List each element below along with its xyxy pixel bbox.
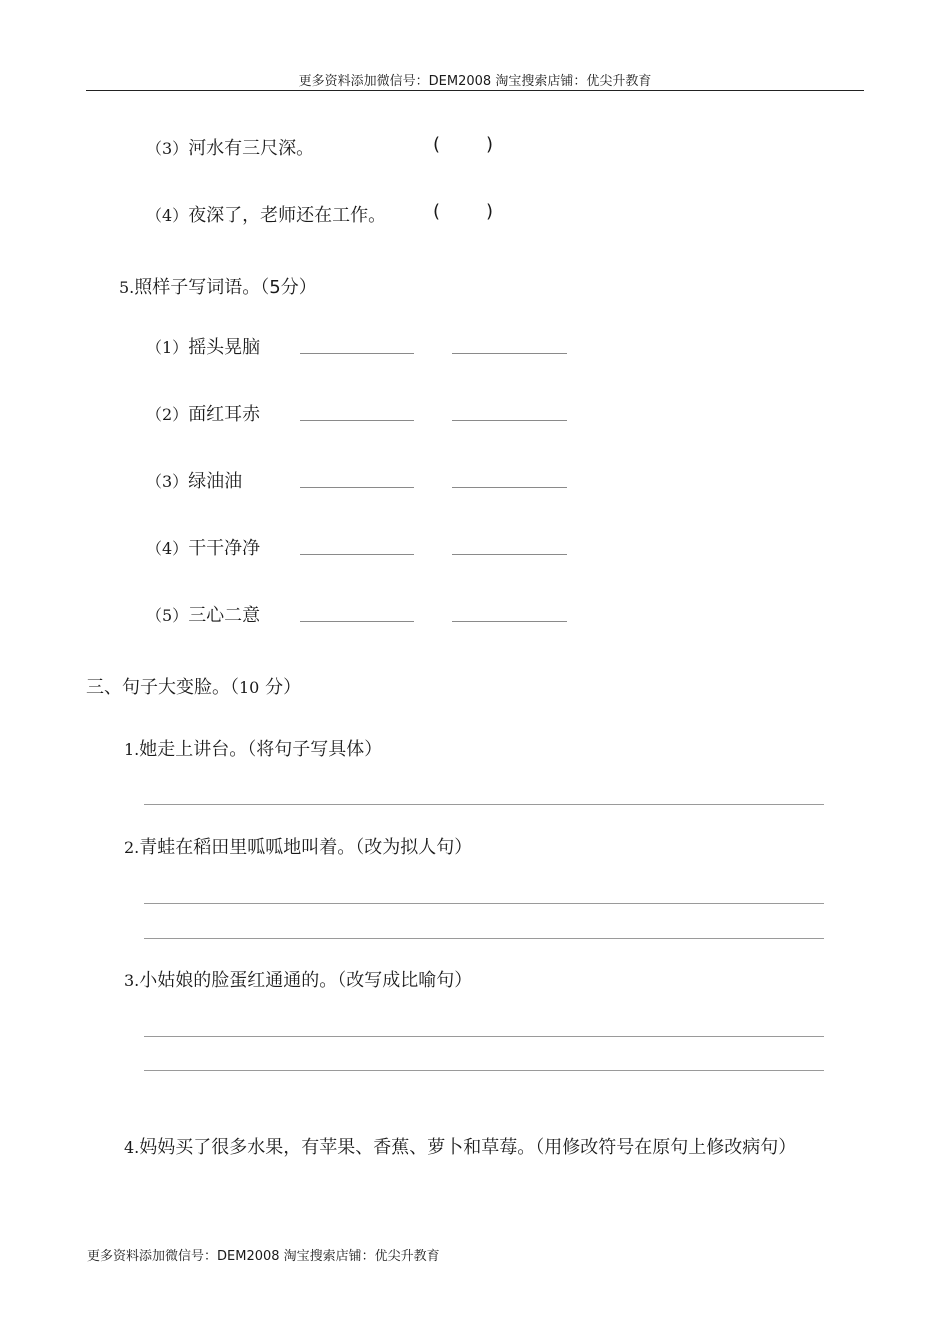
item-number: （4） — [146, 539, 189, 558]
question-number: 1. — [124, 740, 140, 759]
question-text: 小姑娘的脸蛋红通通的。（改写成比喻句） — [139, 970, 473, 991]
page-footer: 更多资料添加微信号：DEM2008 淘宝搜索店铺：优尖升教育 — [87, 1249, 440, 1264]
item-word: 三心二意 — [188, 605, 261, 626]
answer-line[interactable] — [144, 903, 824, 904]
item-number: （5） — [146, 606, 189, 625]
q5-item-1 — [146, 333, 260, 359]
answer-blank[interactable] — [300, 554, 414, 555]
answer-blank[interactable] — [452, 420, 567, 421]
answer-line[interactable] — [144, 938, 824, 939]
item-number: （2） — [146, 405, 189, 424]
question-text: 青蛙在稻田里呱呱地叫着。（改为拟人句） — [139, 837, 473, 858]
q5-item-3 — [146, 467, 242, 493]
question-number: 2. — [124, 838, 140, 857]
question-number: 3. — [124, 971, 140, 990]
q5-heading — [119, 273, 317, 299]
score-open: （ — [230, 677, 239, 698]
item-number: （3） — [146, 139, 189, 158]
answer-parentheses[interactable]: ( ) — [433, 201, 493, 222]
answer-blank[interactable] — [300, 420, 414, 421]
question-text: 妈妈买了很多水果，有苹果、香蕉、萝卜和草莓。（用修改符号在原句上修改病句） — [139, 1137, 797, 1158]
q5-item-2 — [146, 400, 260, 426]
answer-blank[interactable] — [452, 487, 567, 488]
section-3-heading — [86, 673, 301, 699]
item-word: 面红耳赤 — [188, 404, 261, 425]
item-word: 摇头晃脑 — [188, 337, 261, 358]
item-word: 干干净净 — [188, 538, 261, 559]
s3-question-4 — [124, 1133, 796, 1159]
page-header: 更多资料添加微信号：DEM2008 淘宝搜索店铺：优尖升教育 — [298, 74, 652, 89]
answer-blank[interactable] — [452, 554, 567, 555]
score-number: 10 — [239, 678, 260, 697]
score-close: 分） — [259, 677, 302, 698]
item-word: 绿油油 — [188, 471, 243, 492]
header-divider — [86, 90, 864, 91]
answer-blank[interactable] — [452, 621, 567, 622]
answer-blank[interactable] — [300, 487, 414, 488]
answer-line[interactable] — [144, 1036, 824, 1037]
question-text: 她走上讲台。（将句子写具体） — [139, 739, 383, 760]
answer-line[interactable] — [144, 804, 824, 805]
q5-item-5 — [146, 601, 260, 627]
question-number: 5. — [119, 278, 135, 297]
question-number: 4. — [124, 1138, 140, 1157]
s3-question-2 — [124, 833, 472, 859]
answer-line[interactable] — [144, 1070, 824, 1071]
s3-question-1 — [124, 735, 382, 761]
answer-blank[interactable] — [300, 353, 414, 354]
q4-item-4 — [146, 201, 386, 227]
answer-parentheses[interactable]: ( ) — [433, 134, 493, 155]
item-number: （3） — [146, 472, 189, 491]
question-title: 照样子写词语。 — [134, 277, 261, 298]
answer-blank[interactable] — [452, 353, 567, 354]
question-score: （5分） — [260, 277, 317, 298]
section-title: 三、句子大变脸。 — [86, 677, 230, 698]
q4-item-3 — [146, 134, 314, 160]
item-text: 河水有三尺深。 — [188, 138, 315, 159]
item-number: （1） — [146, 338, 189, 357]
item-number: （4） — [146, 206, 189, 225]
item-text: 夜深了，老师还在工作。 — [188, 205, 387, 226]
s3-question-3 — [124, 966, 472, 992]
answer-blank[interactable] — [300, 621, 414, 622]
q5-item-4 — [146, 534, 260, 560]
